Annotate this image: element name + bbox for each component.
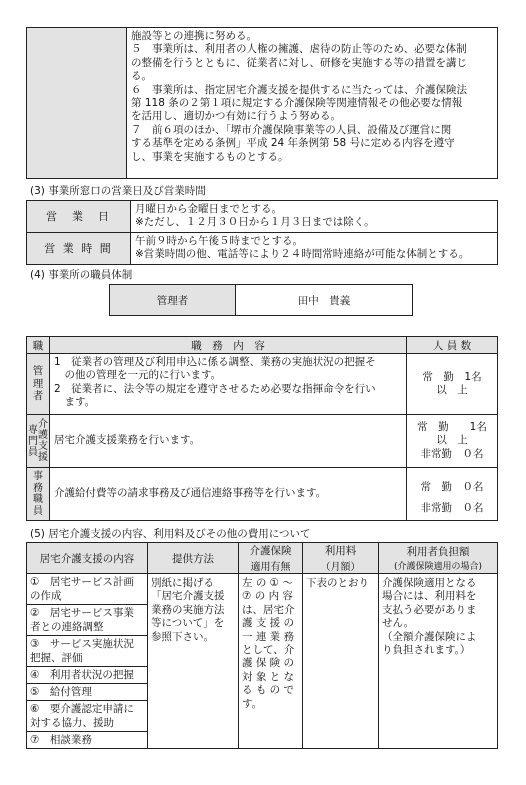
job-char: 管 [32, 365, 44, 378]
duty-line: 2 従業者に、法令等の規定を遵守させるため必要な指揮命令を行い [54, 382, 376, 395]
content-item [27, 701, 147, 732]
header-insurance-line: 適用有無 [250, 562, 291, 573]
content-item-line: 者との連絡調整 [30, 621, 104, 633]
manager-table [109, 284, 413, 316]
burden-line: り負担されます。） [382, 644, 471, 657]
job-char: 職 [33, 494, 43, 505]
content-item [27, 684, 147, 701]
content-item-line: ⑤ 給付管理 [30, 686, 92, 698]
content-item-line: ① 居宅サービス計画 [30, 576, 134, 588]
business-days-label: 営 業 日 [27, 201, 131, 233]
staff-job-office [27, 468, 50, 521]
burden-line: 介護保険適用となる [382, 577, 477, 589]
count-line: 以 上 [436, 434, 468, 447]
job-char: 護 [38, 430, 48, 441]
content-item-line: ② 居宅サービス事業 [30, 607, 134, 619]
intro-line: ５ 事業所は、利用者の人権の擁護、虐待の防止等のため、必要な体制 [131, 43, 467, 56]
content-item [27, 667, 147, 684]
duty-line: の他の管理を一元的に行います。 [54, 369, 222, 382]
service-table [26, 542, 498, 749]
count-line: 常 勤 1名 [417, 420, 487, 433]
intro-line: ６ 事業所は、指定居宅介護支援を提供するに当たっては、介護保険法 [131, 83, 467, 96]
duty-line: 介護給付費等の請求事務及び通信連絡事務等を行います。 [54, 487, 327, 500]
intro-line: 第 118 条の２第１項に規定する介護保険等関連情報その他必要な情報 [131, 97, 463, 110]
burden-line: せん。 [382, 617, 415, 630]
content-item [27, 732, 147, 748]
section3-title: (3) 事業所窓口の営業日及び営業時間 [30, 185, 206, 197]
header-method: 提供方法 [148, 543, 239, 574]
content-item-line: ⑦ 相談業務 [30, 734, 92, 746]
staff-duties-manager [50, 354, 407, 415]
job-char: 員 [28, 446, 38, 458]
job-char: 者 [32, 390, 44, 403]
intro-line: の整備を行うとともに、従業者に対し、研修を実施する等の措置を講じ [131, 56, 467, 69]
header-fee [303, 543, 379, 574]
header-burden-line: (介護保険適用の場合) [393, 562, 483, 572]
count-line: 非常勤 ０名 [420, 502, 484, 514]
business-hours-line1: 午前９時から午後５時までとする。 [135, 234, 303, 247]
business-hours-label: 営 業 時 間 [27, 232, 131, 264]
method-line: 「居宅介護支援 [151, 590, 225, 603]
insurance-line: る も の で [242, 684, 295, 697]
intro-line: 施設等との連携に努める。 [131, 30, 257, 42]
method-line: 参照下さい。 [151, 630, 214, 643]
staff-header-duties: 職 務 内 容 [50, 337, 407, 354]
staff-job-care-manager [27, 415, 50, 468]
manager-name: 田中 貴義 [236, 285, 413, 316]
job-char: 援 [38, 452, 48, 463]
insurance-line: 護 保 険 の [242, 657, 295, 670]
staff-header-count: 人 員 数 [407, 337, 498, 354]
content-item-line: 把握、評価 [30, 652, 83, 664]
content-list-cell [27, 574, 148, 749]
intro-text-cell [127, 28, 498, 179]
header-insurance [239, 543, 303, 574]
job-char: 理 [32, 377, 44, 390]
staff-job-manager [27, 354, 50, 415]
staff-header-job: 職 [27, 337, 50, 354]
count-line: 非常勤 ０名 [420, 447, 484, 460]
job-char: 専 [28, 424, 38, 436]
method-cell [148, 574, 239, 749]
content-item [27, 574, 147, 605]
insurance-line: ⑦ の 内 容 [242, 590, 293, 603]
fee-cell [303, 574, 379, 749]
burden-cell [379, 574, 498, 749]
burden-line: 場合には、利用料を [382, 590, 477, 603]
content-item-line: ③ サービス実施状況 [30, 638, 134, 650]
insurance-line: 一 連 業 務 [242, 630, 295, 643]
burden-line: （全額介護保険によ [382, 630, 477, 643]
method-line: 等について」を [151, 617, 225, 630]
method-line: 業務の実施方法 [151, 603, 225, 616]
job-char: 介 [38, 419, 48, 430]
business-hours-line2: ※営業時間の他、電話等により２４時間常時連絡が可能な体制とする。 [135, 248, 470, 261]
business-hours-value [131, 232, 498, 264]
insurance-line: 左 の ① ～ [242, 577, 293, 589]
intro-line: し、事業を実施するものとする。 [131, 150, 289, 163]
content-item [27, 605, 147, 636]
intro-line: ７ 前６項のほか、「堺市介護保険事業等の人員、設備及び運営に関 [131, 123, 452, 136]
duty-line: ます。 [54, 396, 96, 409]
header-burden [379, 543, 498, 574]
content-item-line: ④ 利用者状況の把握 [30, 669, 134, 681]
insurance-line: 対 象 と な [242, 670, 295, 683]
count-line: 常 勤 1名 [422, 370, 482, 383]
staff-table [26, 336, 498, 521]
staff-count-manager [407, 354, 498, 415]
staff-count-office [407, 468, 498, 521]
intro-line: を活用し、適切かつ有効に行うよう努める。 [131, 110, 341, 123]
section5-title: (5) 居宅介護支援の内容、利用料及びその他の費用について [30, 528, 311, 540]
business-days-line1: 月曜日から金曜日までとする。 [135, 203, 282, 215]
duty-line: 居宅介護支援業務を行います。 [54, 434, 201, 447]
content-item [27, 636, 147, 667]
intro-line: る。 [131, 70, 152, 83]
content-item-line: ⑥ 要介護認定申請に [30, 703, 134, 715]
intro-line: する基準を定める条例」平成 24 年条例第 58 号に定める内容を遵守 [131, 137, 455, 150]
job-char: 務 [33, 482, 43, 494]
business-hours-table [26, 200, 498, 265]
count-line: 常 勤 ０名 [420, 481, 484, 493]
burden-line: 支払う必要がありま [382, 603, 477, 616]
duty-line: 1 従業者の管理及び利用申込に係る調整、業務の実施状況の把握そ [54, 356, 376, 368]
header-content: 居宅介護支援の内容 [27, 543, 148, 574]
header-burden-line: 利用者負担額 [406, 546, 470, 558]
insurance-line: として、介 [242, 644, 295, 657]
content-item-line: 対する協力、援助 [30, 717, 114, 729]
method-line: 別紙に掲げる [151, 577, 214, 589]
manager-label: 管理者 [110, 285, 236, 316]
insurance-cell [239, 574, 303, 749]
intro-label-cell [27, 28, 127, 179]
business-days-line2: ※ただし、１２月３０日から１月３日までは除く。 [135, 216, 375, 229]
job-char: 支 [38, 441, 48, 452]
job-char: 門 [28, 435, 38, 447]
staff-duties-office [50, 468, 407, 521]
staff-duties-care-manager [50, 415, 407, 468]
insurance-line: は、居宅介 [242, 603, 295, 616]
job-char: 事 [33, 471, 43, 482]
intro-table [26, 27, 498, 179]
job-char: 員 [33, 505, 43, 517]
section4-title: (4) 事業所の職員体制 [30, 269, 133, 281]
header-fee-line: 利用料 [324, 545, 357, 557]
count-line: 以 上 [436, 384, 468, 396]
insurance-line: 護 支 援 の [242, 617, 295, 630]
staff-count-care-manager [407, 415, 498, 468]
business-days-value [131, 201, 498, 233]
content-item-line: の作成 [30, 590, 62, 602]
header-fee-line: （月額） [320, 562, 361, 573]
fee-line: 下表のとおり [306, 577, 369, 589]
header-insurance-line: 介護保険 [249, 545, 292, 557]
insurance-line: す。 [242, 697, 263, 710]
